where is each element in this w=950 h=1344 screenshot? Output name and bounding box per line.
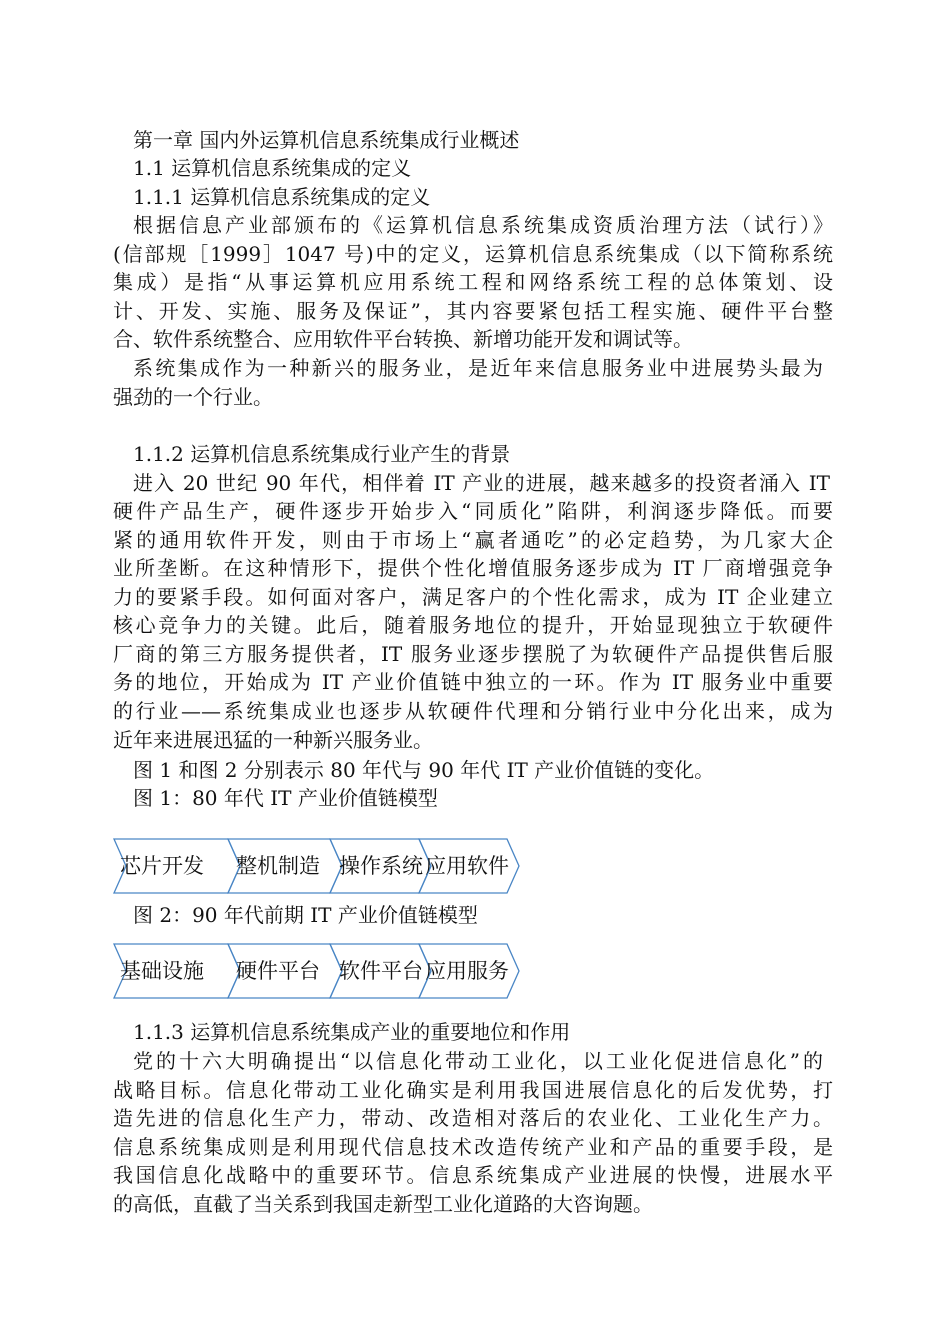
paragraph-line: 业所垄断。在这种情形下，提供个性化增值服务逐步成为 IT 厂商增强竞争 <box>113 556 833 580</box>
paragraph-line: 进入 20 世纪 90 年代，相伴着 IT 产业的进展，越来越多的投资者涌入 IT <box>133 471 830 495</box>
section-heading-1-1-3: 1.1.3 运算机信息系统集成产业的重要地位和作用 <box>133 1020 571 1044</box>
section-heading-1-1-1: 1.1.1 运算机信息系统集成的定义 <box>133 185 431 209</box>
figure-1-caption: 图 1：80 年代 IT 产业价值链模型 <box>133 786 438 810</box>
paragraph-line: 硬件产品生产，硬件逐步开始步入“同质化”陷阱，利润逐步降低。而要 <box>113 499 833 523</box>
paragraph-line: 根据信息产业部颁布的《运算机信息系统集成资质治理方法（试行）》 <box>133 213 833 237</box>
chain-stage-application-service: 应用服务 <box>425 959 509 983</box>
paragraph-line: 集成）是指“从事运算机应用系统工程和网络系统工程的总体策划、设 <box>113 270 833 294</box>
figure-2-caption: 图 2：90 年代前期 IT 产业价值链模型 <box>133 903 478 927</box>
paragraph-line: 强劲的一个行业。 <box>113 385 273 409</box>
section-heading-1-1-2: 1.1.2 运算机信息系统集成行业产生的背景 <box>133 442 511 466</box>
chain-stage-operating-system: 操作系统 <box>339 854 423 878</box>
paragraph-line: 系统集成作为一种新兴的服务业，是近年来信息服务业中进展势头最为 <box>133 356 823 380</box>
value-chain-figure-2 <box>113 943 521 999</box>
paragraph-line: 厂商的第三方服务提供者，IT 服务业逐步摆脱了为软硬件产品提供售后服 <box>113 642 833 666</box>
paragraph-line: 计、开发、实施、服务及保证”，其内容要紧包括工程实施、硬件平台整 <box>113 299 833 323</box>
chain-stage-hardware-platform: 硬件平台 <box>236 959 320 983</box>
chain-stage-chip-development: 芯片开发 <box>120 854 204 878</box>
paragraph-line: 力的要紧手段。如何面对客户，满足客户的个性化需求，成为 IT 企业建立 <box>113 585 833 609</box>
chapter-title: 第一章 国内外运算机信息系统集成行业概述 <box>133 128 520 152</box>
chain-stage-application-software: 应用软件 <box>425 854 509 878</box>
chain-stage-software-platform: 软件平台 <box>339 959 423 983</box>
paragraph-line: 的高低，直截了当关系到我国走新型工业化道路的大咨询题。 <box>113 1192 653 1216</box>
value-chain-figure-1 <box>113 838 521 894</box>
paragraph-line: 的行业——系统集成业也逐步从软硬件代理和分销行业中分化出来，成为 <box>113 699 833 723</box>
paragraph-line: 我国信息化战略中的重要环节。信息系统集成产业进展的快慢，进展水平 <box>113 1163 833 1187</box>
paragraph-line: 紧的通用软件开发，则由于市场上“赢者通吃”的必定趋势，为几家大企 <box>113 528 833 552</box>
paragraph-line: 造先进的信息化生产力，带动、改造相对落后的农业化、工业化生产力。 <box>113 1106 833 1130</box>
paragraph-line: (信部规［1999］1047 号)中的定义，运算机信息系统集成（以下简称系统 <box>113 242 833 266</box>
chain-stage-machine-manufacturing: 整机制造 <box>236 854 320 878</box>
paragraph-line: 核心竞争力的关键。此后，随着服务地位的提升，开始显现独立于软硬件 <box>113 613 833 637</box>
paragraph-line: 务的地位，开始成为 IT 产业价值链中独立的一环。作为 IT 服务业中重要 <box>113 670 833 694</box>
paragraph-line: 信息系统集成则是利用现代信息技术改造传统产业和产品的重要手段，是 <box>113 1135 833 1159</box>
chain-stage-infrastructure: 基础设施 <box>120 959 204 983</box>
figure-intro: 图 1 和图 2 分别表示 80 年代与 90 年代 IT 产业价值链的变化。 <box>133 758 715 782</box>
section-heading-1-1: 1.1 运算机信息系统集成的定义 <box>133 156 412 180</box>
paragraph-line: 党的十六大明确提出“以信息化带动工业化，以工业化促进信息化”的 <box>133 1049 823 1073</box>
paragraph-line: 近年来进展迅猛的一种新兴服务业。 <box>113 728 433 752</box>
paragraph-line: 合、软件系统整合、应用软件平台转换、新增功能开发和调试等。 <box>113 327 693 351</box>
paragraph-line: 战略目标。信息化带动工业化确实是利用我国进展信息化的后发优势，打 <box>113 1078 833 1102</box>
